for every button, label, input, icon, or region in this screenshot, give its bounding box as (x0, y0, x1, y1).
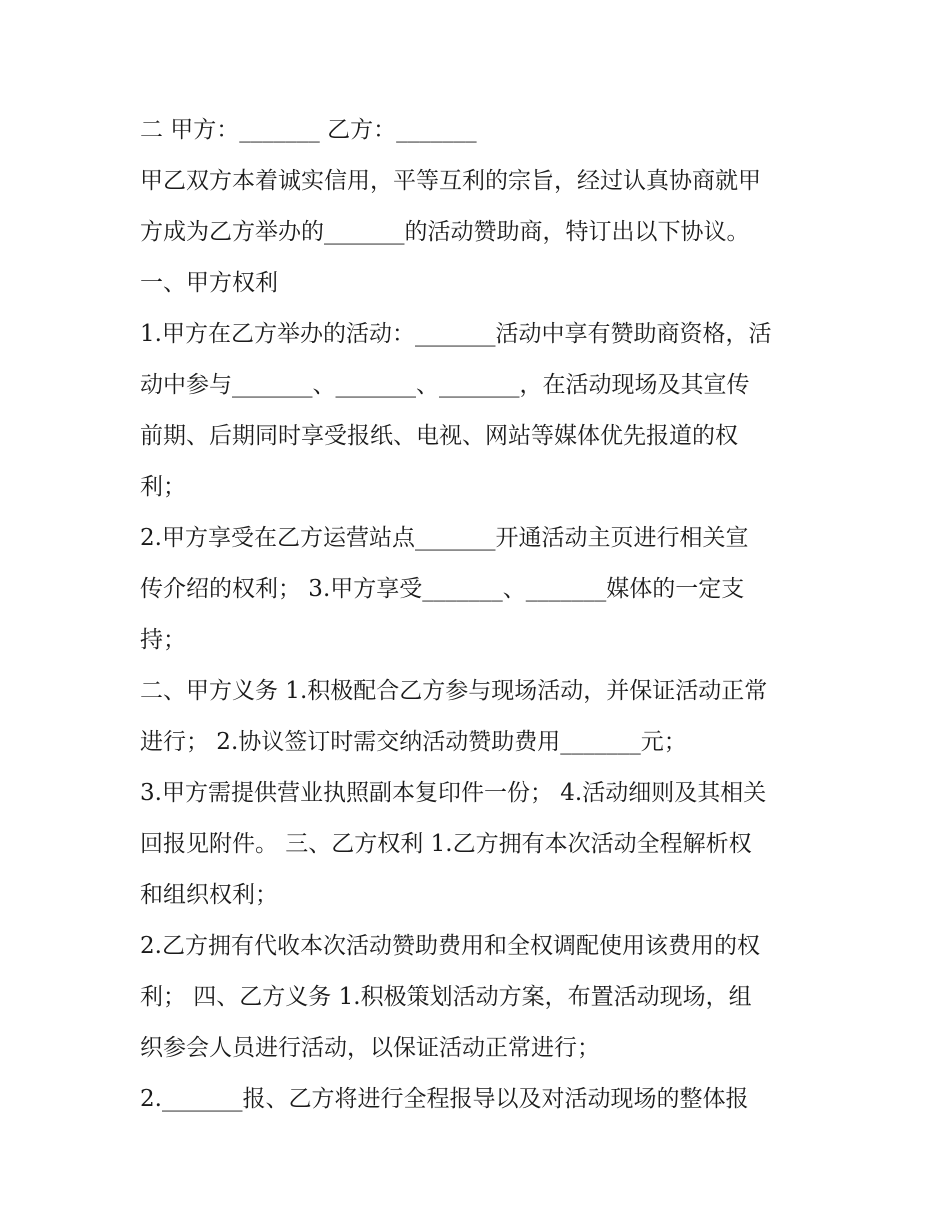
paragraph-line: 织参会人员进行活动，以保证活动正常进行； (140, 1035, 600, 1061)
paragraph-line: 利； (140, 474, 186, 500)
paragraph-line: 持； (140, 627, 186, 653)
document-body (140, 105, 820, 1125)
paragraph-line: 利； 四、乙方义务 1.积极策划活动方案，布置活动现场，组 (140, 984, 752, 1010)
party-header-line: 二 甲方：_______ 乙方：_______ (140, 117, 477, 143)
section-heading: 一、甲方权利 (140, 270, 278, 296)
paragraph-line: 1.甲方在乙方举办的活动：_______活动中享有赞助商资格，活 (140, 321, 772, 347)
paragraph-line: 回报见附件。 三、乙方权利 1.乙方拥有本次活动全程解析权 (140, 831, 752, 857)
paragraph-line: 2._______报、乙方将进行全程报导以及对活动现场的整体报 (140, 1086, 749, 1112)
paragraph-line: 二、甲方义务 1.积极配合乙方参与现场活动，并保证活动正常 (140, 678, 768, 704)
paragraph-line: 传介绍的权利； 3.甲方享受_______、_______媒体的一定支 (140, 576, 745, 602)
paragraph-line: 前期、后期同时享受报纸、电视、网站等媒体优先报道的权 (140, 423, 738, 449)
paragraph-line: 动中参与_______、_______、_______，在活动现场及其宣传 (140, 372, 750, 398)
paragraph-line: 甲乙双方本着诚实信用，平等互利的宗旨，经过认真协商就甲 (140, 168, 761, 194)
paragraph-line: 和组织权利； (140, 882, 278, 908)
paragraph-line: 2.甲方享受在乙方运营站点_______开通活动主页进行相关宣 (140, 525, 749, 551)
paragraph-line: 2.乙方拥有代收本次活动赞助费用和全权调配使用该费用的权 (140, 933, 760, 959)
paragraph-line: 3.甲方需提供营业执照副本复印件一份； 4.活动细则及其相关 (140, 780, 767, 806)
paragraph-line: 进行； 2.协议签订时需交纳活动赞助费用_______元； (140, 729, 687, 755)
paragraph-line: 方成为乙方举办的_______的活动赞助商，特订出以下协议。 (140, 219, 750, 245)
